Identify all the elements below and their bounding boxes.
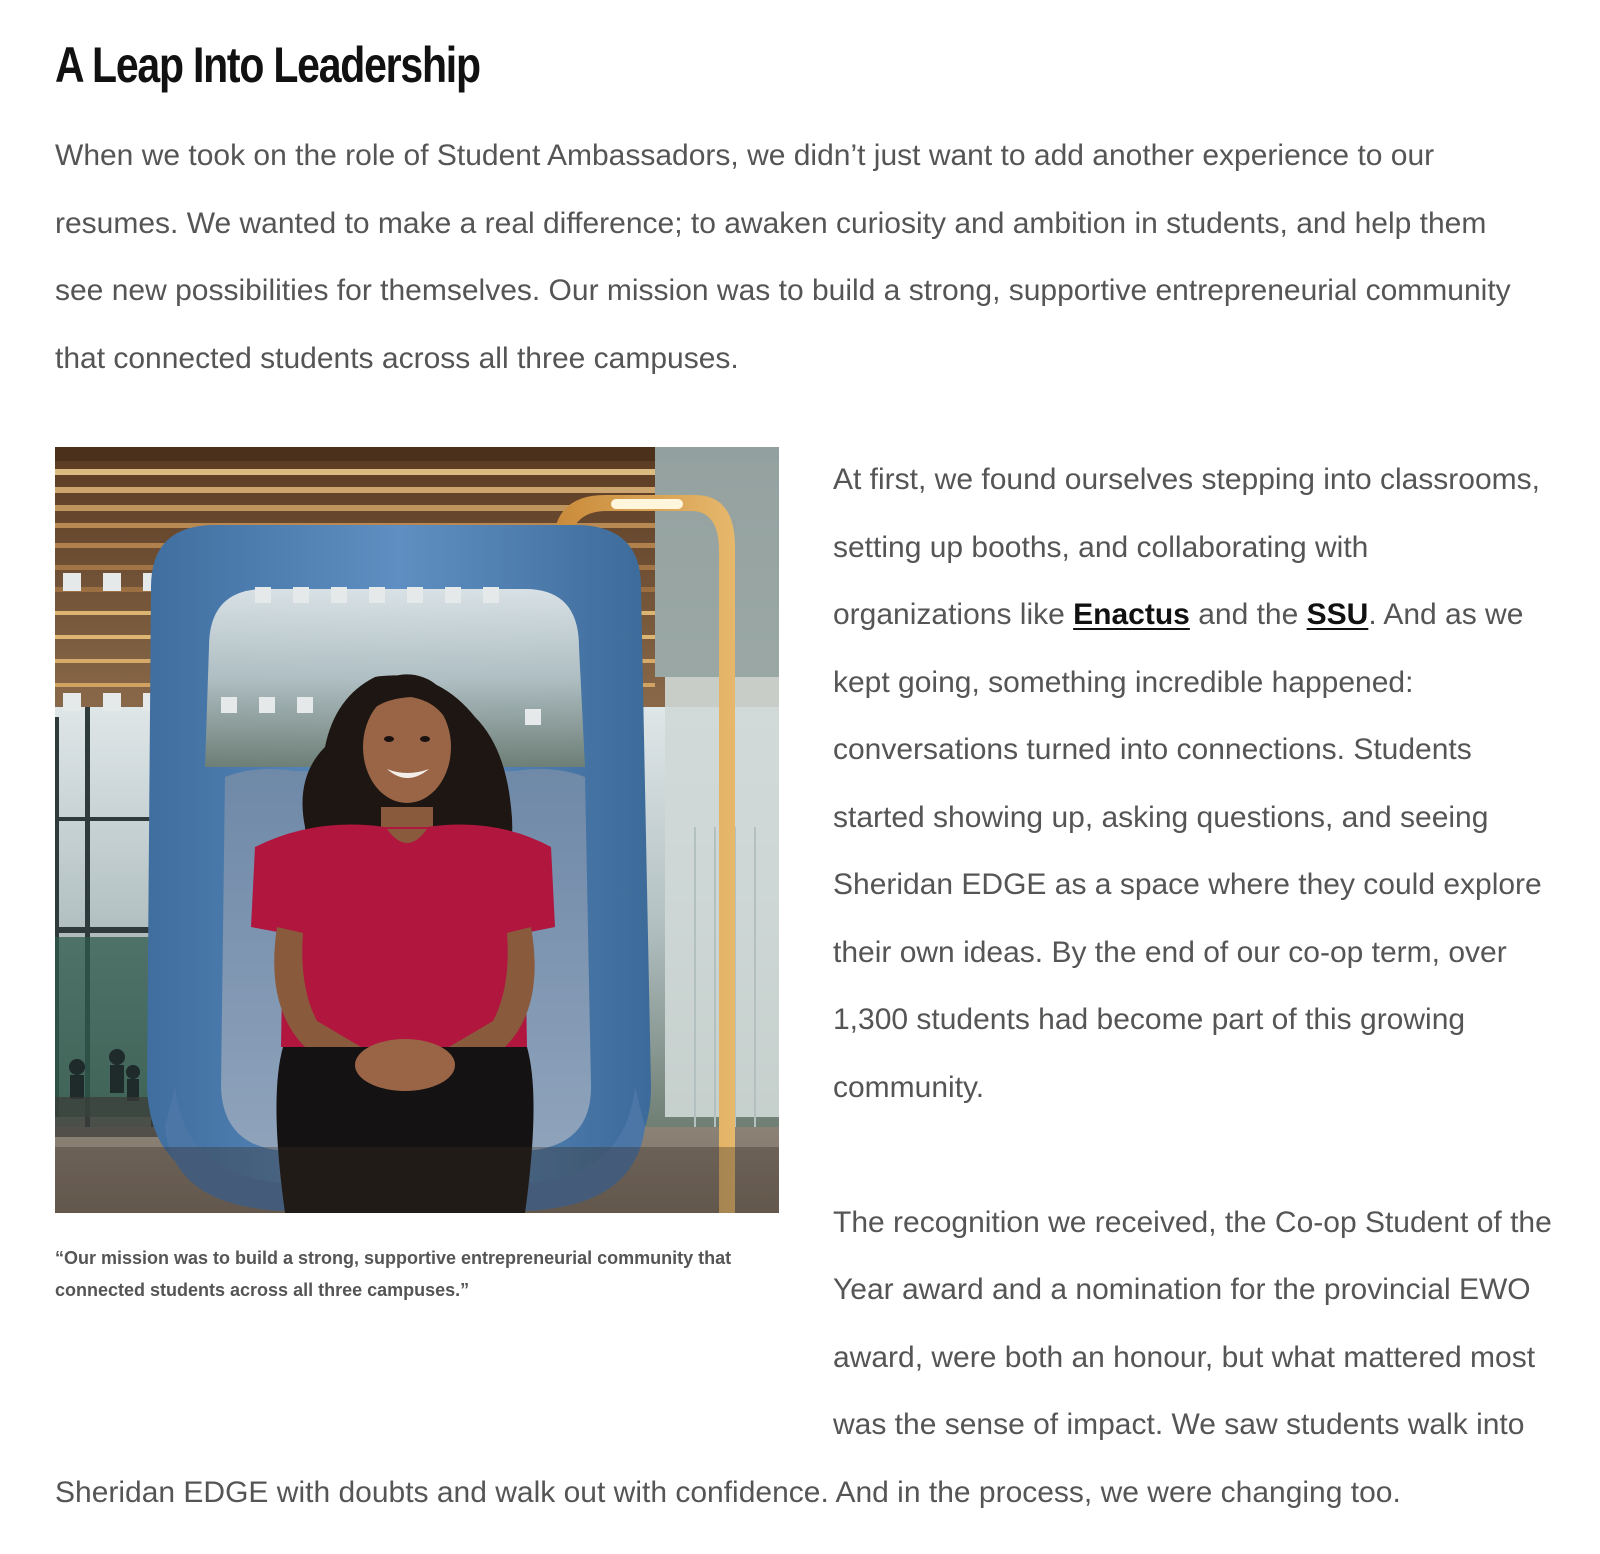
enactus-link[interactable]: Enactus	[1073, 598, 1190, 631]
figure-float-spacer	[55, 446, 833, 1406]
paragraph-recognition: The recognition we received, the Co-op Student of the Year award and a nomination for the provincial EWO award, were both an honour, but what mattered most was the sense of impact. We saw students walk into Sheridan EDGE with doubts and walk out with confidence. And in the process, we were changing too.	[55, 1205, 1552, 1509]
intro-paragraph: When we took on the role of Student Ambassadors, we didn’t just want to add another experience to our resumes. We wanted to make a real difference; to awaken curiosity and ambition in students, and help them see new possibilities for themselves. Our mission was to build a strong, supportive entrepreneurial community that connected students across all three campuses.	[55, 139, 1511, 375]
paragraph-text: . And as we kept going, something incredible happened: conversations turned into connections. Students started showing up, asking questions, and seeing Sheridan EDGE as a space where they could explore their own ideas. By the end of our co-op term, over 1,300 students had become part of this growing community.	[833, 598, 1542, 1104]
body-text	[55, 446, 1555, 1526]
paragraph-text: and the	[1189, 598, 1307, 631]
article-title: A Leap Into Leadership	[55, 37, 480, 93]
ssu-link[interactable]: SSU	[1306, 598, 1369, 631]
figure-caption: “Our mission was to build a strong, supportive entrepreneurial community that connected students across all three campuses.”	[55, 1248, 732, 1300]
paragraph-text: At first, we found ourselves stepping into classrooms, setting up booths, and collaborating with organizations like	[833, 463, 1540, 631]
